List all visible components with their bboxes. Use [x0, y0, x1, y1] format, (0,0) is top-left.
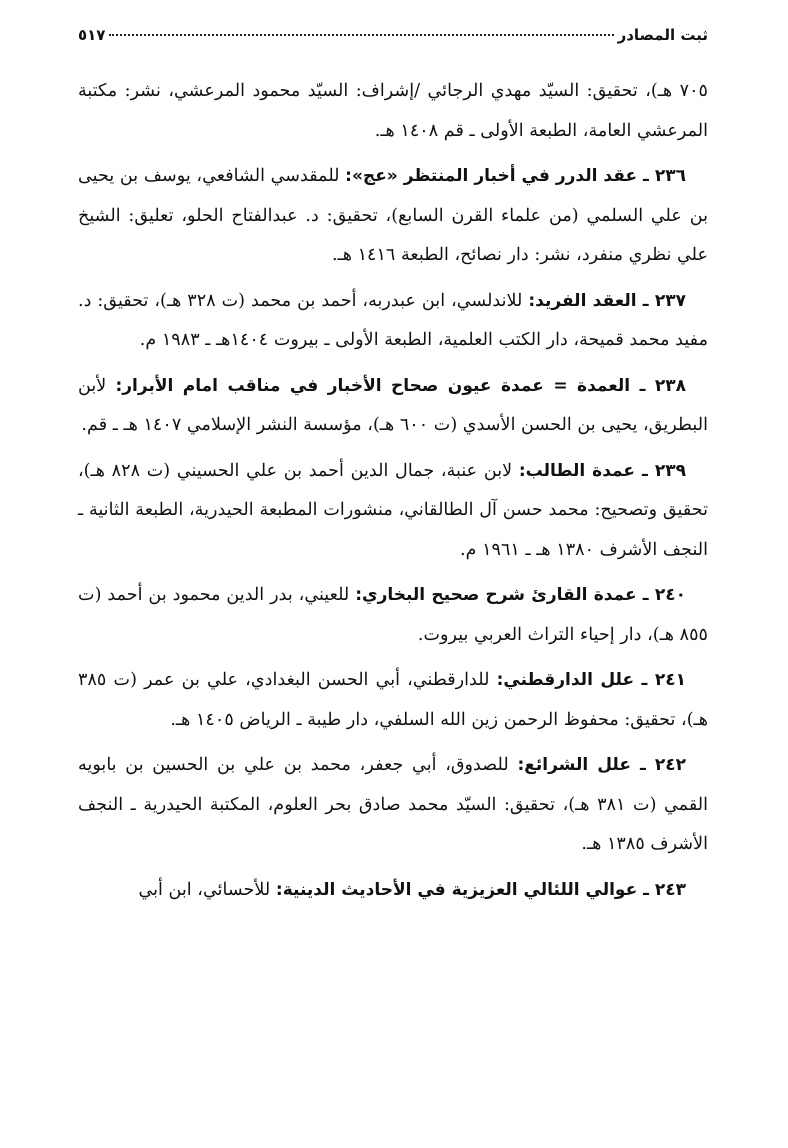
entry-text: لأبن البطريق، يحيى بن الحسن الأسدي (ت ٦٠٠ هـ)، مؤسسة النشر الإسلامي ١٤٠٧ هـ ـ قم. — [78, 375, 708, 435]
entry-title: ٢٤٣ ـ عوالي اللئالي العزيزية في الأحاديث الدينية: — [275, 879, 686, 900]
dotted-leader — [109, 34, 613, 36]
entry-title: ٢٤٢ ـ علل الشرائع: — [517, 755, 687, 775]
bibliography-entry-239 — [78, 452, 708, 571]
entry-text: للاندلسي، ابن عبدربه، أحمد بن محمد (ت ٣٢٨ هـ)، تحقيق: د. مفيد محمد قميحة، دار الكتب العلمية، الطبعة الأولى ـ بيروت ١٤٠٤هـ ـ ١٩٨٣ م. — [78, 290, 708, 350]
bibliography-entry-242 — [78, 746, 708, 865]
running-header-title: ثبت المصادر — [617, 26, 708, 44]
entry-title: ٢٣٦ ـ عقد الدرر في أخبار المنتظر «عج»: — [345, 166, 686, 186]
running-header — [78, 26, 708, 56]
entry-text: للعيني، بدر الدين محمود بن أحمد (ت ٨٥٥ هـ)، دار إحياء التراث العربي بيروت. — [78, 585, 708, 645]
entry-title: ٢٣٧ ـ العقد الفريد: — [528, 290, 687, 311]
entry-continuation — [78, 72, 708, 151]
entry-text: للصدوق، أبي جعفر، محمد بن علي بن الحسين بن بابويه القمي (ت ٣٨١ هـ)، تحقيق: السيّد محمد صادق بحر العلوم، المكتبة الحيدرية ـ النجف الأشرف ١٣٨٥ هـ. — [78, 755, 708, 854]
entry-text: ٧٠٥ هـ)، تحقيق: السيّد مهدي الرجائي /إشراف: السيّد محمود المرعشي، نشر: مكتبة المرعشي العامة، الطبعة الأولى ـ قم ١٤٠٨ هـ. — [78, 81, 708, 141]
entry-title: ٢٣٨ ـ العمدة = عمدة عيون صحاح الأخبار في مناقب امام الأبرار: — [115, 375, 686, 396]
entry-title: ٢٤١ ـ علل الدارقطني: — [496, 670, 686, 690]
bibliography-entry-241 — [78, 661, 708, 740]
entry-title: ٢٤٠ ـ عمدة القارئ شرح صحيح البخاري: — [355, 585, 686, 605]
bibliography-entry-240 — [78, 576, 708, 655]
entry-text: للأحسائي، ابن أبي — [138, 879, 276, 900]
bibliography-list — [78, 72, 708, 916]
bibliography-entry-236 — [78, 157, 708, 276]
entry-text: للدارقطني، أبي الحسن البغدادي، علي بن عمر (ت ٣٨٥ هـ)، تحقيق: محفوظ الرحمن زين الله السلفي، دار طيبة ـ الرياض ١٤٠٥ هـ. — [78, 670, 708, 730]
bibliography-entry-237 — [78, 282, 708, 361]
bibliography-entry-238 — [78, 367, 708, 446]
bibliography-entry-243 — [78, 871, 708, 911]
page-number: ٥١٧ — [78, 26, 106, 44]
entry-title: ٢٣٩ ـ عمدة الطالب: — [518, 460, 686, 481]
entry-text: لابن عنبة، جمال الدين أحمد بن علي الحسيني (ت ٨٢٨ هـ)، تحقيق وتصحيح: محمد حسن آل الطالقاني، منشورات المطبعة الحيدرية، الطبعة الثانية ـ النجف الأشرف ١٣٨٠ هـ ـ ١٩٦١ م. — [78, 460, 708, 560]
entry-text: للمقدسي الشافعي، يوسف بن يحيى بن علي السلمي (من علماء القرن السابع)، تحقيق: د. عبدالفتاح الحلو، تعليق: الشيخ علي نظري منفرد، نشر: دار نصائح، الطبعة ١٤١٦ هـ. — [78, 166, 708, 265]
